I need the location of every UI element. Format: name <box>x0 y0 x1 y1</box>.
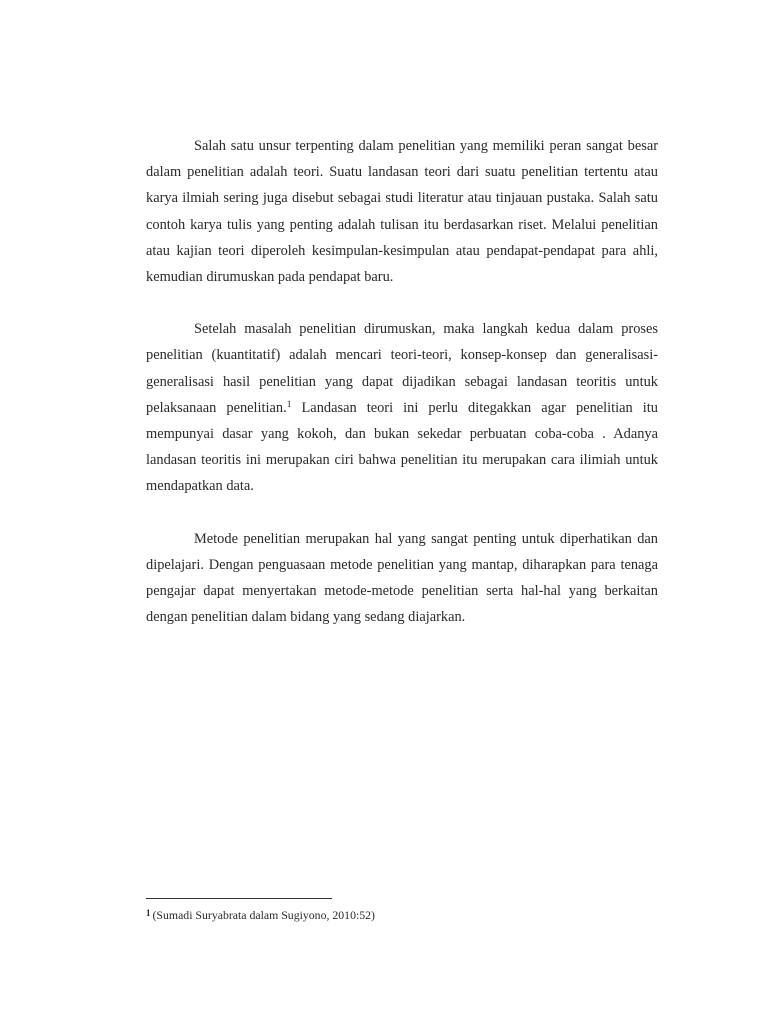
paragraph-1-text: Salah satu unsur terpenting dalam penelitian yang memiliki peran sangat besar dalam penelitian adalah teori. Suatu landasan teori dari suatu penelitian tertentu atau karya ilmiah sering juga disebut sebagai studi literatur atau tinjauan pustaka. Salah satu contoh karya tulis yang penting adalah tulisan itu berdasarkan riset. Melalui penelitian atau kajian teori diperoleh kesimpulan-kesimpulan atau pendapat-pendapat para ahli, kemudian dirumuskan pada pendapat baru. <box>146 138 658 286</box>
body-text <box>146 133 658 630</box>
paragraph-3 <box>146 526 658 631</box>
paragraph-3-text: Metode penelitian merupakan hal yang sangat penting untuk diperhatikan dan dipelajari. Dengan penguasaan metode penelitian yang mantap, diharapkan para tenaga pengajar dapat menyertakan metode-metode penelitian serta hal-hal yang berkaitan dengan penelitian dalam bidang yang sedang diajarkan. <box>146 530 658 626</box>
footnote <box>146 906 375 923</box>
footnote-text: (Sumadi Suryabrata dalam Sugiyono, 2010:52) <box>152 908 375 922</box>
paragraph-2-text-before-ref: Setelah masalah penelitian dirumuskan, maka langkah kedua dalam proses penelitian (kuantitatif) adalah mencari teori-teori, konsep-konsep dan generalisasi-generalisasi hasil penelitian yang dapat dijadikan sebagai landasan teoritis untuk pelaksanaan penelitian. <box>146 321 658 416</box>
paragraph-2 <box>146 316 658 499</box>
footnote-separator <box>146 898 332 899</box>
paragraph-2-text-after-ref: Landasan teori ini perlu ditegakkan agar penelitian itu mempunyai dasar yang kokoh, dan bukan sekedar perbuatan coba-coba . Adanya landasan teoritis ini merupakan ciri bahwa penelitian itu merupakan cara ilimiah untuk mendapatkan data. <box>146 399 658 495</box>
paragraph-1 <box>146 133 658 290</box>
footnote-mark: 1 <box>146 908 151 918</box>
footnote-reference: 1 <box>286 399 292 410</box>
